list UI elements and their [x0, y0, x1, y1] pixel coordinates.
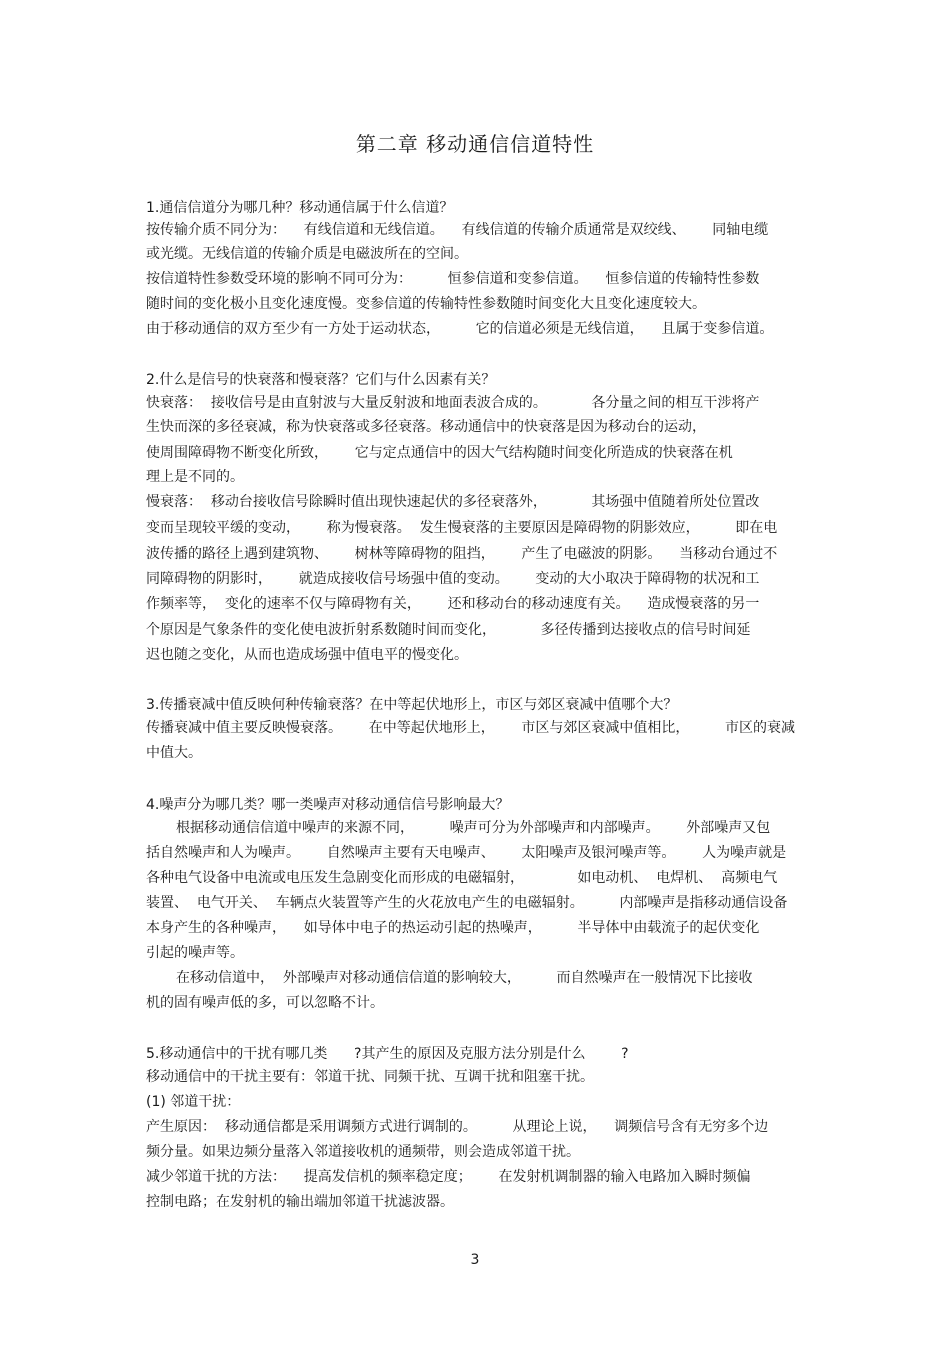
paragraph-line: 传播衰减中值主要反映慢衰落。 在中等起伏地形上， 市区与郊区衰减中值相比， 市区的衰减	[146, 720, 796, 736]
q4-heading: 4.噪声分为哪几类？哪一类噪声对移动通信信号影响最大？	[146, 797, 510, 813]
paragraph-line: 移动通信中的干扰主要有：邻道干扰、同频干扰、互调干扰和阻塞干扰。	[146, 1069, 594, 1085]
paragraph-line: 控制电路；在发射机的输出端加邻道干扰滤波器。	[146, 1194, 454, 1210]
paragraph-line: 括自然噪声和人为噪声。 自然噪声主要有天电噪声、 太阳噪声及银河噪声等。 人为噪声就是	[146, 845, 787, 861]
paragraph-line: 随时间的变化极小且变化速度慢。变参信道的传输特性参数随时间变化大且变化速度较大。	[146, 296, 706, 312]
page-number: 3	[470, 1252, 480, 1268]
paragraph-line: 频分量。如果边频分量落入邻道接收机的通频带，则会造成邻道干扰。	[146, 1144, 580, 1160]
paragraph-line: 产生原因： 移动通信都是采用调频方式进行调制的。 从理论上说， 调频信号含有无穷多个边	[146, 1119, 769, 1135]
paragraph-line: 同障碍物的阴影时， 就造成接收信号场强中值的变动。 变动的大小取决于障碍物的状况和工	[146, 571, 760, 587]
q2-heading: 2.什么是信号的快衰落和慢衰落？它们与什么因素有关？	[146, 372, 496, 388]
paragraph-line: 本身产生的各种噪声， 如导体中电子的热运动引起的热噪声， 半导体中由载流子的起伏变化	[146, 920, 760, 936]
paragraph-line: 根据移动通信信道中噪声的来源不同， 噪声可分为外部噪声和内部噪声。 外部噪声又包	[176, 820, 771, 836]
paragraph-line: 快衰落： 接收信号是由直射波与大量反射波和地面表波合成的。 各分量之间的相互干涉将产	[146, 395, 760, 411]
paragraph-line: 迟也随之变化，从而也造成场强中值电平的慢变化。	[146, 647, 468, 663]
paragraph-line: 机的固有噪声低的多，可以忽略不计。	[146, 995, 384, 1011]
paragraph-line: 中值大。	[146, 745, 202, 761]
paragraph-line: 使周围障碍物不断变化所致， 它与定点通信中的因大气结构随时间变化所造成的快衰落在机	[146, 445, 733, 461]
paragraph-line: 个原因是气象条件的变化使电波折射系数随时间而变化， 多径传播到达接收点的信号时间延	[146, 622, 751, 638]
chapter-title: 第二章 移动通信信道特性	[355, 132, 595, 156]
subheading-adjacent-interference: (1) 邻道干扰：	[146, 1094, 241, 1110]
paragraph-line: 或光缆。无线信道的传输介质是电磁波所在的空间。	[146, 246, 468, 262]
paragraph-line: 按传输介质不同分为： 有线信道和无线信道。 有线信道的传输介质通常是双绞线、 同轴电缆	[146, 222, 769, 238]
paragraph-line: 由于移动通信的双方至少有一方处于运动状态， 它的信道必须是无线信道， 且属于变参信道。	[146, 321, 774, 337]
paragraph-line: 生快而深的多径衰减，称为快衰落或多径衰落。移动通信中的快衰落是因为移动台的运动，	[146, 419, 706, 435]
paragraph-line: 引起的噪声等。	[146, 945, 244, 961]
q1-heading: 1.通信信道分为哪几种？移动通信属于什么信道？	[146, 200, 454, 216]
paragraph-line: 变而呈现较平缓的变动， 称为慢衰落。 发生慢衰落的主要原因是障碍物的阴影效应， 即在电	[146, 520, 778, 536]
paragraph-line: 波传播的路径上遇到建筑物、 树林等障碍物的阻挡， 产生了电磁波的阴影。 当移动台通过不	[146, 546, 778, 562]
paragraph-line: 慢衰落： 移动台接收信号除瞬时值出现快速起伏的多径衰落外， 其场强中值随着所处位置改	[146, 494, 760, 510]
paragraph-line: 作频率等， 变化的速率不仅与障碍物有关， 还和移动台的移动速度有关。 造成慢衰落的另一	[146, 596, 760, 612]
paragraph-line: 装置、 电气开关、 车辆点火装置等产生的火花放电产生的电磁辐射。 内部噪声是指移动通信设备	[146, 895, 788, 911]
q5-heading: 5.移动通信中的干扰有哪几类 ?其产生的原因及克服方法分别是什么 ?	[146, 1046, 629, 1062]
paragraph-line: 理上是不同的。	[146, 469, 244, 485]
paragraph-line: 减少邻道干扰的方法： 提高发信机的频率稳定度； 在发射机调制器的输入电路加入瞬时频偏	[146, 1169, 751, 1185]
paragraph-line: 按信道特性参数受环境的影响不同可分为： 恒参信道和变参信道。 恒参信道的传输特性参数	[146, 271, 760, 287]
q3-heading: 3.传播衰减中值反映何种传输衰落？在中等起伏地形上，市区与郊区衰减中值哪个大？	[146, 697, 678, 713]
paragraph-line: 在移动信道中， 外部噪声对移动通信信道的影响较大， 而自然噪声在一般情况下比接收	[176, 970, 753, 986]
paragraph-line: 各种电气设备中电流或电压发生急剧变化而形成的电磁辐射， 如电动机、 电焊机、 高频电气	[146, 870, 778, 886]
